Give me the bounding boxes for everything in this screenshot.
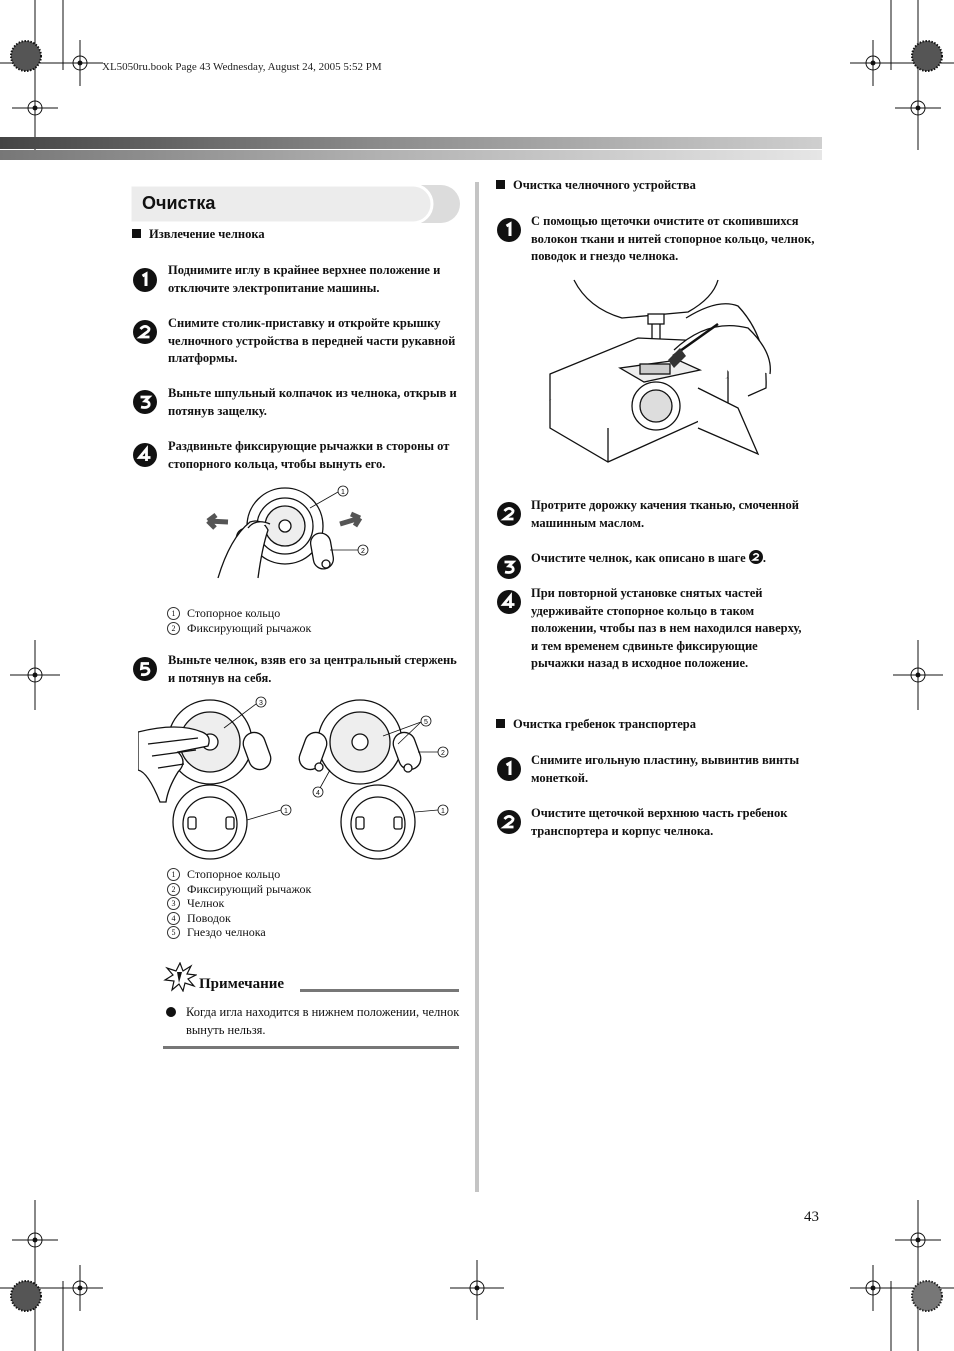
subsection-label: Очистка челночного устройства	[513, 178, 696, 192]
step-r4-text: При повторной установке снятых частей удерживайте стопорное кольцо в таком положении, чтобы паз в нем находился наверху, и тем временем сдвиньте фиксирующие рычажки назад в исходное положение.	[531, 586, 802, 671]
step-1-text: Поднимите иглу в крайнее верхнее положение и отключите электропитание машины.	[168, 263, 441, 295]
svg-text:1: 1	[284, 808, 288, 815]
file-info-header: XL5050ru.book Page 43 Wednesday, August 24, 2005 5:52 PM	[102, 61, 382, 73]
step-3-text: Выньте шпульный колпачок из челнока, открыв и потянув защелку.	[168, 386, 457, 418]
subsection-label: Извлечение челнока	[149, 227, 265, 241]
svg-text:1: 1	[441, 808, 445, 815]
column-divider	[475, 182, 479, 1192]
illustration-clean-brush	[548, 278, 778, 464]
step-r4-icon	[497, 590, 521, 614]
note-icon	[163, 962, 197, 992]
legend-item: 3 Челнок	[167, 896, 311, 911]
step-f2-icon	[497, 810, 521, 834]
note-title: Примечание	[199, 976, 285, 992]
legend-item: 1 Стопорное кольцо	[167, 867, 311, 882]
step-f2-text: Очистите щеточкой верхнюю часть гребенок транспортера и корпус челнока.	[531, 806, 788, 838]
legend-item: 1 Стопорное кольцо	[167, 606, 311, 621]
step-r2-icon	[497, 502, 521, 526]
step-r1-text: С помощью щеточки очистите от скопившихся волокон ткани и нитей стопорное кольцо, челнок, поводок и гнездо челнока.	[531, 214, 815, 264]
section-title: Очистка	[142, 193, 216, 213]
note-text: Когда игла находится в нижнем положении, челнок вынуть нельзя.	[186, 1005, 460, 1037]
step-r1-icon	[497, 218, 521, 242]
step-4-text: Раздвиньте фиксирующие рычажки в стороны от стопорного кольца, чтобы вынуть его.	[168, 439, 450, 471]
note-bullet-icon	[166, 1007, 176, 1017]
legend-item: 5 Гнездо челнока	[167, 925, 311, 940]
step-2-text: Снимите столик-приставку и откройте крышку челночного устройства в передней части рукавной платформы.	[168, 316, 456, 366]
step-f1-icon	[497, 757, 521, 781]
svg-text:4: 4	[316, 790, 320, 797]
step-f1-text: Снимите игольную пластину, вывинтив винты монеткой.	[531, 753, 800, 785]
legend-b	[167, 867, 311, 940]
legend-item: 2 Фиксирующий рычажок	[167, 621, 311, 636]
step-3-icon	[133, 390, 157, 414]
step-2-icon	[133, 320, 157, 344]
step-ref-2-icon	[749, 550, 763, 564]
legend-a	[167, 606, 311, 635]
legend-item: 4 Поводок	[167, 911, 311, 926]
svg-text:2: 2	[361, 548, 365, 555]
illustration-remove-ring	[200, 478, 375, 588]
note-title-rule	[300, 989, 459, 992]
header-band-bottom	[0, 150, 822, 160]
svg-text:3: 3	[259, 700, 263, 707]
svg-text:5: 5	[424, 719, 428, 726]
step-r3-text: Очистите челнок, как описано в шаге .	[531, 551, 766, 565]
step-1-icon	[133, 268, 157, 292]
header-band-top	[0, 137, 822, 149]
subsection-clean-hook	[496, 178, 696, 193]
svg-text:1: 1	[341, 489, 345, 496]
page-number: 43	[804, 1209, 819, 1225]
illustration-remove-hook	[138, 692, 458, 862]
step-5-text: Выньте челнок, взяв его за центральный стержень и потянув на себя.	[168, 653, 457, 685]
svg-text:2: 2	[441, 750, 445, 757]
legend-item: 2 Фиксирующий рычажок	[167, 882, 311, 897]
step-5-icon	[133, 657, 157, 681]
subsection-label: Очистка гребенок транспортера	[513, 717, 697, 731]
step-4-icon	[133, 443, 157, 467]
subsection-clean-feed	[496, 717, 696, 732]
note-bottom-rule	[163, 1046, 459, 1049]
step-r2-text: Протрите дорожку качения тканью, смоченной машинным маслом.	[531, 498, 799, 530]
step-r3-icon	[497, 555, 521, 579]
subsection-remove-hook	[132, 227, 265, 242]
